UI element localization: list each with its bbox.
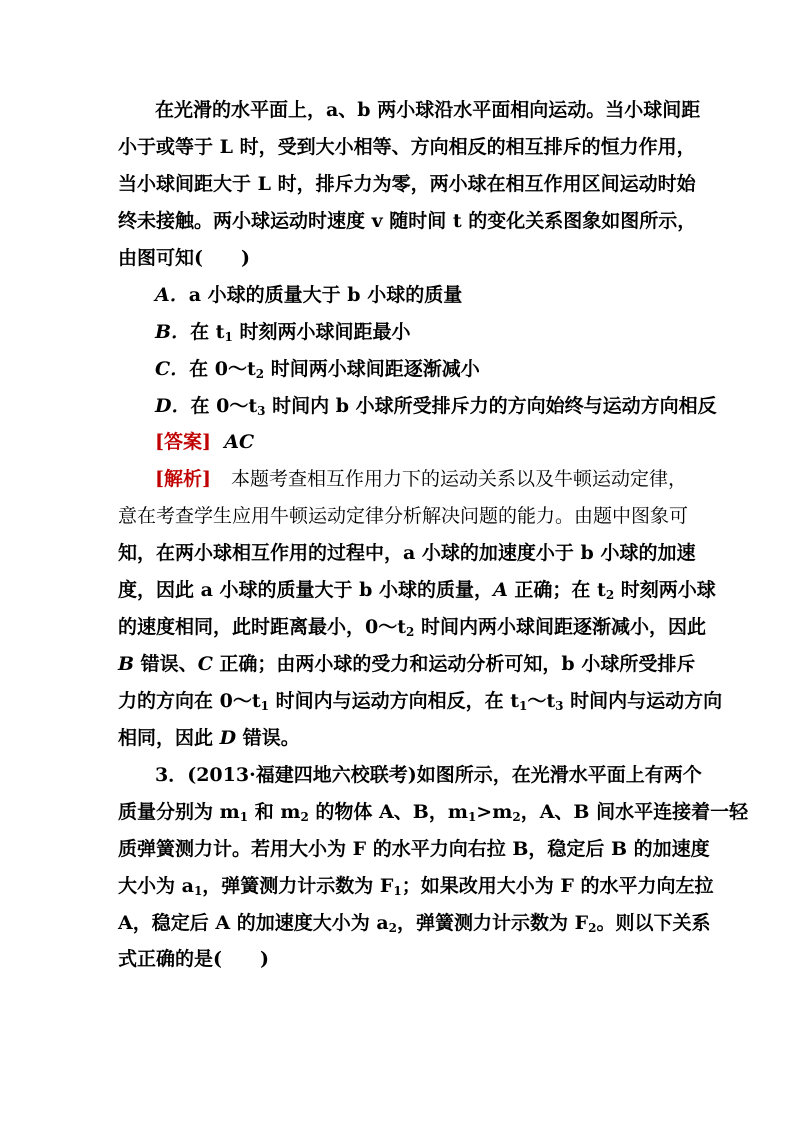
q3-2c: 的物体 A、B，m bbox=[308, 801, 468, 823]
analysis-7c: ～t bbox=[527, 690, 556, 712]
option-b-text-2: 时刻两小球间距最小 bbox=[232, 321, 411, 343]
analysis-7b: 时间内与运动方向相反，在 t bbox=[268, 690, 519, 712]
analysis-5b: 时间内两小球间距逐渐减小，因此 bbox=[414, 616, 706, 638]
q3-2-sub2: 2 bbox=[300, 810, 309, 824]
q2-stem-line-3: 当小球间距大于 L 时，排斥力为零，两小球在相互作用区间运动时始 bbox=[118, 173, 696, 195]
option-a-text: a 小球的质量大于 b 小球的质量 bbox=[188, 284, 463, 306]
option-b-sub: 1 bbox=[224, 330, 233, 344]
q3-4-sub1: 1 bbox=[193, 884, 203, 898]
option-c bbox=[155, 356, 717, 382]
analysis-6a: B bbox=[118, 653, 135, 675]
analysis-line-7 bbox=[118, 688, 723, 714]
analysis-line-2: 意在考查学生应用牛顿运动定律分析解决问题的能力。由题中图象可 bbox=[118, 505, 689, 527]
analysis-7-sub2: 1 bbox=[519, 699, 528, 713]
analysis-7-sub1: 1 bbox=[260, 699, 269, 713]
option-d-text-1: 在 0～t bbox=[190, 395, 258, 417]
q3-2-sub1: 1 bbox=[239, 810, 249, 824]
analysis-5a: 的速度相同，此时距离最小，0～t bbox=[118, 616, 406, 638]
analysis-7-sub3: 3 bbox=[555, 699, 564, 713]
analysis-4a: 度，因此 a 小球的质量大于 b 小球的质量， bbox=[118, 579, 494, 601]
analysis-4b: A bbox=[493, 579, 508, 601]
analysis-line-4 bbox=[118, 577, 716, 603]
q3-5b: ，弹簧测力计示数为 F bbox=[397, 912, 589, 934]
analysis-8b: D bbox=[219, 727, 237, 749]
q2-stem-line-5: 由图可知( ) bbox=[118, 247, 250, 269]
analysis-line-5 bbox=[118, 614, 706, 640]
option-a bbox=[155, 282, 717, 308]
q3-2b: 和 m bbox=[248, 801, 301, 823]
analysis-line-1 bbox=[155, 466, 687, 492]
option-d bbox=[155, 393, 717, 419]
q3-5c: 。则以下关系 bbox=[596, 912, 711, 934]
option-d-text-2: 时间内 b 小球所受排斥力的方向始终与运动方向相反 bbox=[265, 395, 717, 417]
answer-line bbox=[155, 429, 717, 455]
analysis-line-3: 知，在两小球相互作用的过程中，a 小球的加速度小于 b 小球的加速 bbox=[118, 542, 696, 564]
analysis-7a: 力的方向在 0～t bbox=[118, 690, 261, 712]
option-b bbox=[155, 319, 717, 345]
option-c-letter: C． bbox=[155, 358, 190, 380]
q3-2-sub4: 2 bbox=[512, 810, 521, 824]
option-b-text-1: 在 t bbox=[190, 321, 225, 343]
option-b-letter: B． bbox=[155, 321, 191, 343]
analysis-5-sub: 2 bbox=[406, 625, 415, 639]
q3-4-sub2: 1 bbox=[393, 884, 402, 898]
q3-2-sub3: 1 bbox=[467, 810, 477, 824]
q3-line-5 bbox=[118, 910, 711, 936]
option-a-letter: A． bbox=[155, 284, 189, 306]
option-d-letter: D． bbox=[155, 395, 191, 417]
q2-stem-line-1: 在光滑的水平面上，a、b 两小球沿水平面相向运动。当小球间距 bbox=[155, 99, 701, 121]
q3-4c: ；如果改用大小为 F 的水平力向左拉 bbox=[401, 875, 714, 897]
q3-5-sub2: 2 bbox=[588, 921, 597, 935]
analysis-6c: C bbox=[197, 653, 213, 675]
analysis-4-sub: 2 bbox=[605, 588, 615, 602]
analysis-8c: 错误。 bbox=[236, 727, 300, 749]
analysis-tag: [解析] bbox=[155, 468, 211, 490]
option-c-text-1: 在 0～t bbox=[189, 358, 256, 380]
q3-line-2 bbox=[118, 799, 749, 825]
q3-4a: 大小为 a bbox=[118, 875, 194, 897]
option-c-text-2: 时间两小球间距逐渐减小 bbox=[264, 358, 480, 380]
q3-2d: >m bbox=[476, 801, 513, 823]
q3-line-1: 3．(2013·福建四地六校联考)如图所示，在光滑水平面上有两个 bbox=[155, 764, 702, 786]
q3-4b: ，弹簧测力计示数为 F bbox=[202, 875, 394, 897]
analysis-7d: 时间内与运动方向 bbox=[563, 690, 723, 712]
analysis-line-8 bbox=[118, 725, 680, 751]
q3-line-6: 式正确的是( ) bbox=[118, 948, 269, 970]
q3-2a: 质量分别为 m bbox=[118, 801, 240, 823]
option-c-sub: 2 bbox=[255, 367, 265, 381]
q3-2e: ，A、B 间水平连接着一轻 bbox=[520, 801, 749, 823]
q3-line-4 bbox=[118, 873, 714, 899]
analysis-4d: 时刻两小球 bbox=[614, 579, 716, 601]
q2-stem-line-4: 终未接触。两小球运动时速度 v 随时间 t 的变化关系图象如图所示， bbox=[118, 210, 697, 232]
answer-value: AC bbox=[224, 431, 255, 453]
answer-tag: [答案] bbox=[155, 431, 211, 453]
analysis-text-1: 本题考查相互作用力下的运动关系以及牛顿运动定律， bbox=[230, 468, 687, 490]
option-d-sub: 3 bbox=[257, 404, 266, 418]
q3-line-3: 质弹簧测力计。若用大小为 F 的水平力向右拉 B，稳定后 B 的加速度 bbox=[118, 838, 710, 860]
q3-5a: A，稳定后 A 的加速度大小为 a bbox=[118, 912, 389, 934]
analysis-4c: 正确；在 t bbox=[507, 579, 606, 601]
analysis-line-6 bbox=[118, 651, 696, 677]
analysis-8a: 相同，因此 bbox=[118, 727, 220, 749]
q3-5-sub1: 2 bbox=[388, 921, 397, 935]
analysis-6b: 错误、 bbox=[134, 653, 198, 675]
analysis-6d: 正确；由两小球的受力和运动分析可知，b 小球所受排斥 bbox=[212, 653, 696, 675]
q2-stem-line-2: 小于或等于 L 时，受到大小相等、方向相反的相互排斥的恒力作用， bbox=[118, 136, 696, 158]
